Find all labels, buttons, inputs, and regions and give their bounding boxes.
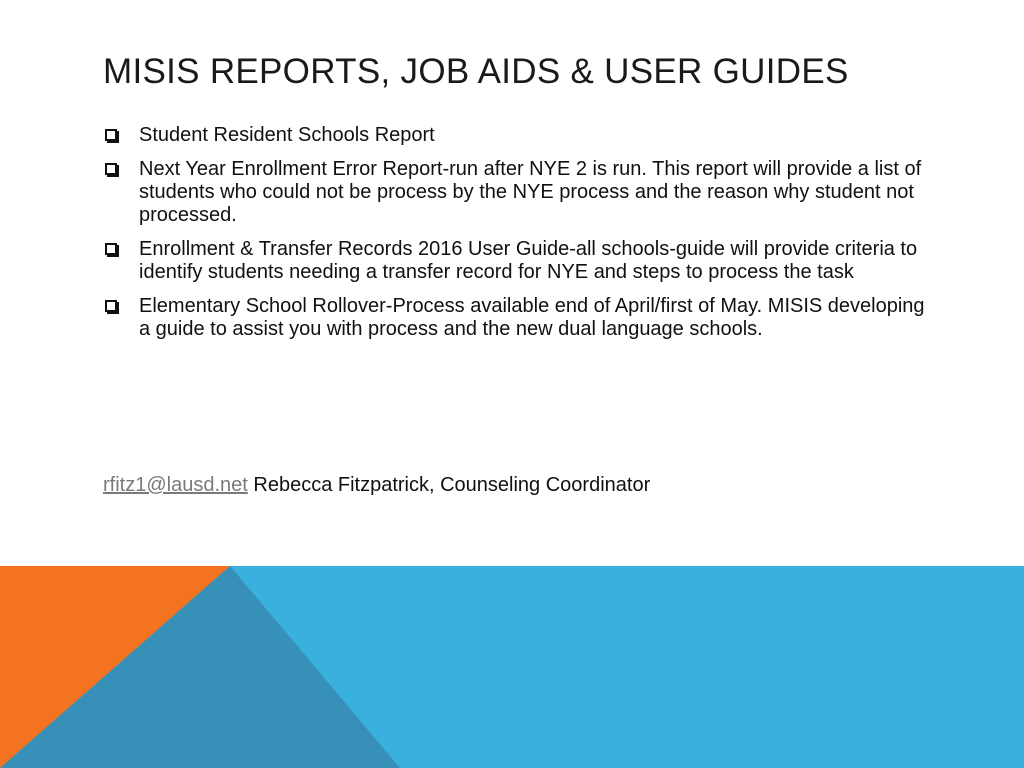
bullet-item [103,295,933,341]
checkbox-bullet-icon [105,163,117,175]
bullet-text: Enrollment & Transfer Records 2016 User Guide-all schools-guide will provide criteria to identify students needing a transfer record for NYE and steps to process the task [139,238,918,283]
checkbox-bullet-icon [105,243,117,255]
footer-graphic [0,566,1024,768]
bullet-list [103,124,933,352]
contact-name: Rebecca Fitzpatrick, Counseling Coordinator [247,474,651,496]
slide-title: MISIS REPORTS, JOB AIDS & USER GUIDES [103,52,849,91]
bullet-item [103,158,933,227]
contact-line [103,473,650,497]
bullet-text: Student Resident Schools Report [139,124,435,146]
bullet-text: Next Year Enrollment Error Report-run after NYE 2 is run. This report will provide a list of students who could not be process by the NYE process and the reason why student not processed. [139,158,922,226]
bullet-text: Elementary School Rollover-Process available end of April/first of May. MISIS developing a guide to assist you with process and the new dual language schools. [139,295,925,340]
bullet-item [103,238,933,284]
bullet-item [103,124,933,147]
email-link[interactable]: rfitz1@lausd.net [103,474,248,496]
checkbox-bullet-icon [105,129,117,141]
checkbox-bullet-icon [105,300,117,312]
